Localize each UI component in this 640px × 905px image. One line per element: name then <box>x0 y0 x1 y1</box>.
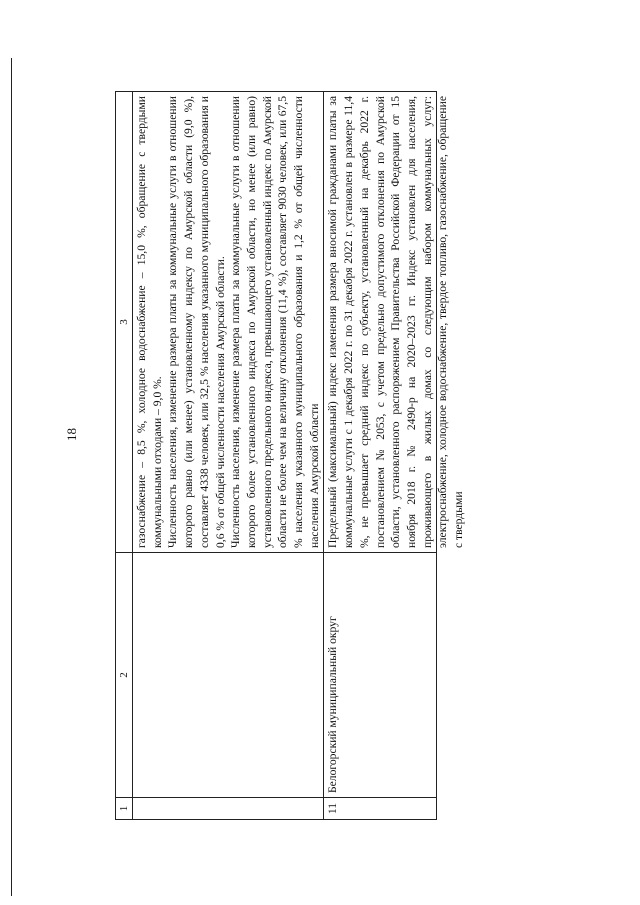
page-number: 18 <box>64 428 79 441</box>
description-cell <box>324 92 466 553</box>
row-number <box>133 798 324 820</box>
row-number: 11 <box>324 798 437 820</box>
header-col-3: 3 <box>116 92 133 553</box>
header-col-2: 2 <box>116 553 133 798</box>
description-cell <box>133 92 324 553</box>
description-paragraph: Численность населения, изменение размера платы за коммунальные услуги в отношении которого более установленного индекса по Амурской области, но менее (или равно) установленного предельного индекса, превышающего установленный индекс по Амурской области не более чем на величину отклонения (11,4 %), составляет 9030 человек, или 67,5 % населения указанного муниципального образования и 1,2 % от общей численности населения Амурской области <box>229 96 321 548</box>
municipality-name: Белогорский муниципальный округ <box>324 553 437 798</box>
scan-edge-line <box>11 58 12 896</box>
table-header-row <box>116 92 133 820</box>
tariff-table <box>115 91 466 820</box>
municipality-name <box>133 553 324 798</box>
description-text: Предельный (максимальный) индекс изменения размера вносимой гражданами платы за коммунальные услуги с 1 декабря 2022 г. по 31 декабря 2022 г. установлен в размере 11,4 %, не превышает средний индекс по субъекту, установленный на декабрь 2022 г. постановлением № 2053, с учетом предельно допустимого отклонения по Амурской области, установленного распоряжением Правительства Российской Федерации от 15 ноября 2018 г. № 2490-р на 2020–2023 гг. Индекс установлен для населения, проживающего в жилых домах со следующим набором коммунальных услуг: электроснабжение, холодное водоснабжение, твердое топливо, газоснабжение, обращение с твердыми <box>326 96 466 548</box>
rotated-table-wrapper <box>115 95 587 820</box>
table-row-11 <box>324 92 437 820</box>
description-paragraph: газоснабжение – 8,5 %, холодное водоснабжение – 15,0 %, обращение с твердыми коммунальными отходами – 9,0 %. <box>135 96 164 548</box>
table-row-continued <box>133 92 324 820</box>
header-col-1: 1 <box>116 798 133 820</box>
description-paragraph: Численность населения, изменение размера платы за коммунальные услуги в отношении которого равно (или менее) установленному индексу по Амурской области (9,0 %), составляет 4338 человек, или 32,5 % населения указанного муниципального образования и 0,6 % от общей численности населения Амурской области. <box>166 96 227 548</box>
